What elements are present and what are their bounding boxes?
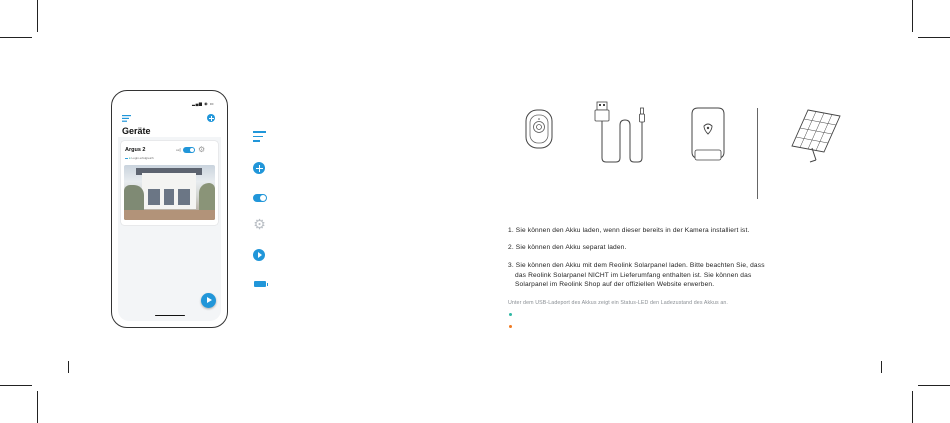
- crop-mark: [0, 37, 32, 38]
- device-name: Argus 2: [125, 147, 146, 153]
- phone-illustration: [111, 90, 228, 328]
- house: [142, 173, 196, 209]
- app-title: Geräte: [122, 126, 151, 136]
- status-bar-icons: ▂▄▆ ◉ ▭: [192, 101, 214, 106]
- crop-mark: [68, 361, 69, 373]
- divider: [757, 108, 758, 199]
- window: [178, 189, 190, 205]
- home-indicator: [155, 315, 185, 317]
- step-3-text: [508, 261, 808, 290]
- orange-led-dot: [509, 325, 512, 328]
- usb-cable-icon: [590, 100, 650, 166]
- play-button[interactable]: [201, 293, 216, 308]
- gear-icon: ⚙: [253, 216, 266, 232]
- green-led-dot: [509, 313, 512, 316]
- crop-mark: [912, 0, 913, 32]
- solar-panel-icon: [788, 106, 842, 164]
- toggle-icon: [253, 194, 267, 202]
- ground: [124, 210, 215, 220]
- battery-small-icon: ▬: [125, 156, 128, 160]
- play-icon: [253, 249, 265, 261]
- crop-mark: [918, 385, 950, 386]
- crop-mark: [912, 391, 913, 423]
- crop-mark: [918, 37, 950, 38]
- battery-pack-icon: [686, 104, 730, 162]
- camera-preview[interactable]: [124, 165, 215, 220]
- crop-mark: [37, 391, 38, 423]
- argus-camera-icon: [524, 108, 554, 150]
- device-card[interactable]: [121, 141, 218, 225]
- status-dot-icon: ●: [128, 156, 131, 160]
- menu-icon[interactable]: [122, 115, 131, 122]
- device-subtitle: Login erfolgreich: [131, 156, 154, 160]
- menu-icon: [253, 131, 266, 142]
- crop-mark: [881, 361, 882, 373]
- add-device-icon: [253, 162, 265, 174]
- step-2-text: 2. Sie können den Akku separat laden.: [508, 244, 627, 251]
- battery-small-icon: ▭▯: [176, 148, 182, 152]
- step-3-line-2: das Reolink Solarpanel NICHT im Lieferumfang enthalten ist. Sie können das: [515, 271, 752, 279]
- window: [164, 189, 174, 205]
- battery-icon: [254, 281, 266, 287]
- toggle-icon[interactable]: [183, 147, 195, 153]
- step-1-text: 1. Sie können den Akku laden, wenn dieser bereits in der Kamera installiert ist.: [508, 227, 750, 234]
- add-device-icon[interactable]: [207, 114, 215, 122]
- step-3-line-1: 3. Sie können den Akku mit dem Reolink Solarpanel laden. Bitte beachten Sie, dass: [508, 262, 765, 269]
- led-note: Unter dem USB-Ladeport des Akkus zeigt ein Status-LED den Ladezustand des Akkus an.: [508, 300, 729, 306]
- gear-icon[interactable]: ⚙: [198, 145, 206, 154]
- crop-mark: [0, 385, 32, 386]
- step-3-line-3: Solarpanel im Reolink Shop auf der offiziellen Website erwerben.: [515, 281, 715, 288]
- app-header: [118, 97, 221, 137]
- device-status: [125, 156, 154, 160]
- phone-screen: [118, 97, 221, 321]
- window: [148, 189, 160, 205]
- crop-mark: [37, 0, 38, 32]
